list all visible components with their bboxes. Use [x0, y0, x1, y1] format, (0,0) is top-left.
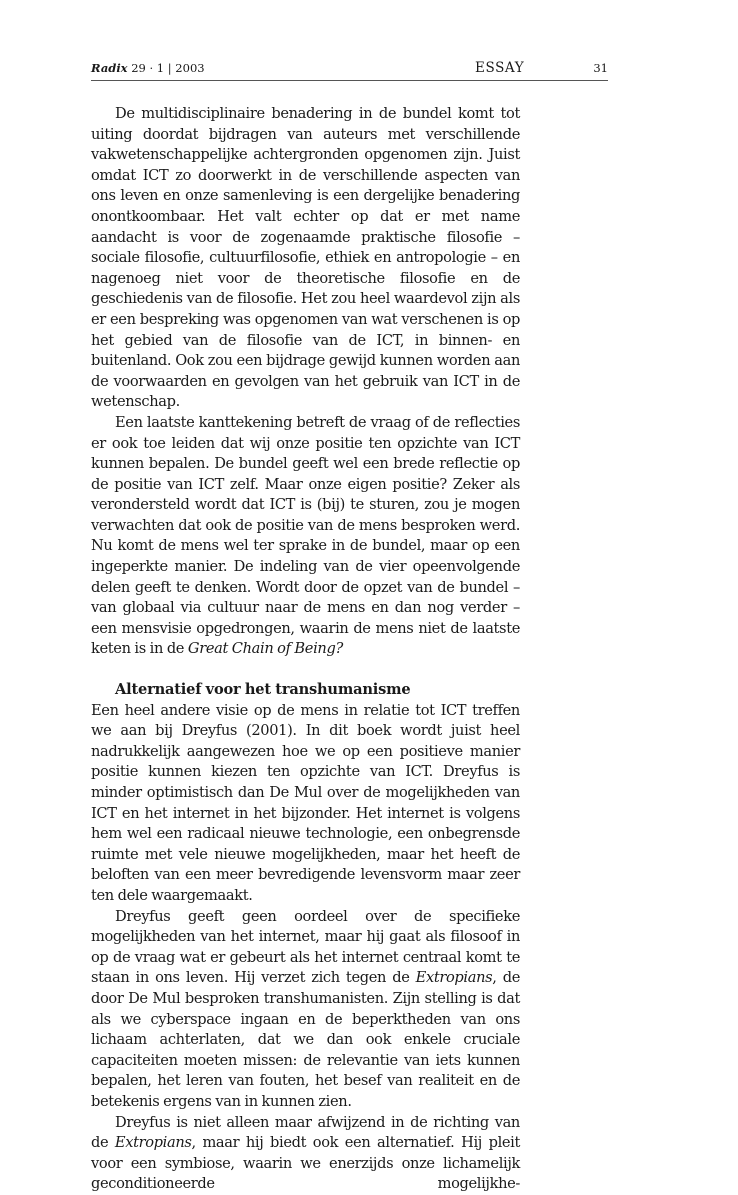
journal-issue: 29 · 1 | 2003 [131, 61, 205, 75]
italic-term: Extropians [415, 969, 493, 987]
italic-term: Great Chain of Being? [187, 640, 343, 658]
section-heading: Alternatief voor het transhumanisme [115, 681, 411, 699]
running-header [91, 61, 608, 81]
body-text [91, 104, 520, 1195]
paragraph-dreyfus-verdict: Dreyfus geeft geen oordeel over de specifieke mogelijkheden van het internet, maar hij gaat als filosoof in op de vraag wat er gebeurt als het internet centraal komt te staan in ons leven. Hij verzet zich tegen de Extropians, de door De Mul besproken transhumanisten. Zijn stelling is dat als we cyberspace ingaan en de beperktheden van ons lichaam achterlaten, dat we dan ook enkele cruciale capaciteiten moeten missen: de relevantie van iets kunnen bepalen, het leren van fouten, het besef van realiteit en de betekenis ergens van in kunnen zien. [91, 907, 520, 1110]
paragraph-dreyfus-intro: Een heel andere visie op de mens in relatie tot ICT treffen we aan bij Dreyfus (2001). In dit boek wordt juist heel nadrukkelijk aangewezen hoe we op een positieve manier positie kunnen kiezen ten opzichte van ICT. Dreyfus is minder optimistisch dan De Mul over de mogelijkheden van ICT en het internet in het bijzonder. Het internet is volgens hem wel een radicaal nieuwe technologie, een onbegrensde ruimte met vele nieuwe mogelijkheden, maar het heeft de beloften van een meer bevredigende levensvorm maar zeer ten dele waargemaakt. [91, 701, 520, 904]
journal-name: Radix [91, 61, 128, 75]
paragraph-multidisciplinary: De multidisciplinaire benadering in de bundel komt tot uiting doordat bijdragen van auteurs met verschillende vakwetenschappelijke achtergronden opgenomen zijn. Juist omdat ICT zo doorwerkt in de verschillende aspecten van ons leven en onze samenleving is een dergelijke benadering onontkoombaar. Het valt echter op dat er met name aandacht is voor de zogenaamde praktische filosofie – sociale filosofie, cultuurfilosofie, ethiek en antropologie – en nagenoeg niet voor de theoretische filosofie en de geschiedenis van de filosofie. Het zou heel waardevol zijn als er een bespreking was opgenomen van wat verschenen is op het gebied van de filosofie van de ICT, in binnen- en buitenland. Ook zou een bijdrage gewijd kunnen worden aan de voorwaarden en gevolgen van het gebruik van ICT in de wetenschap. [91, 105, 520, 411]
page-number: 31 [593, 61, 608, 75]
section-label: ESSAY [475, 60, 525, 76]
journal-citation [91, 61, 205, 75]
paragraph-final-remark: Een laatste kanttekening betreft de vraag of de reflecties er ook toe leiden dat wij onze positie ten opzichte van ICT kunnen bepalen. De bundel geeft wel een brede reflectie op de positie van ICT zelf. Maar onze eigen positie? Zeker als verondersteld wordt dat ICT is (bij) te sturen, zou je mogen verwachten dat ook de positie van de mens besproken werd. Nu komt de mens wel ter sprake in de bundel, maar op een ingeperkte manier. De indeling van de vier opeenvolgende delen geeft te denken. Wordt door de opzet van de bundel – van globaal via cultuur naar de mens en dan nog verder – een mensvisie opgedrongen, waarin de mens niet de laatste keten is in de Great Chain of Being? [91, 413, 520, 658]
paragraph-dreyfus-alternative: Dreyfus is niet alleen maar afwijzend in de richting van de Extropians, maar hij biedt ook een alternatief. Hij pleit voor een symbiose, waarin we enerzijds onze lichamelijk geconditioneerde mogelijkhe- [91, 1113, 521, 1193]
italic-term: Extropians [114, 1134, 192, 1152]
